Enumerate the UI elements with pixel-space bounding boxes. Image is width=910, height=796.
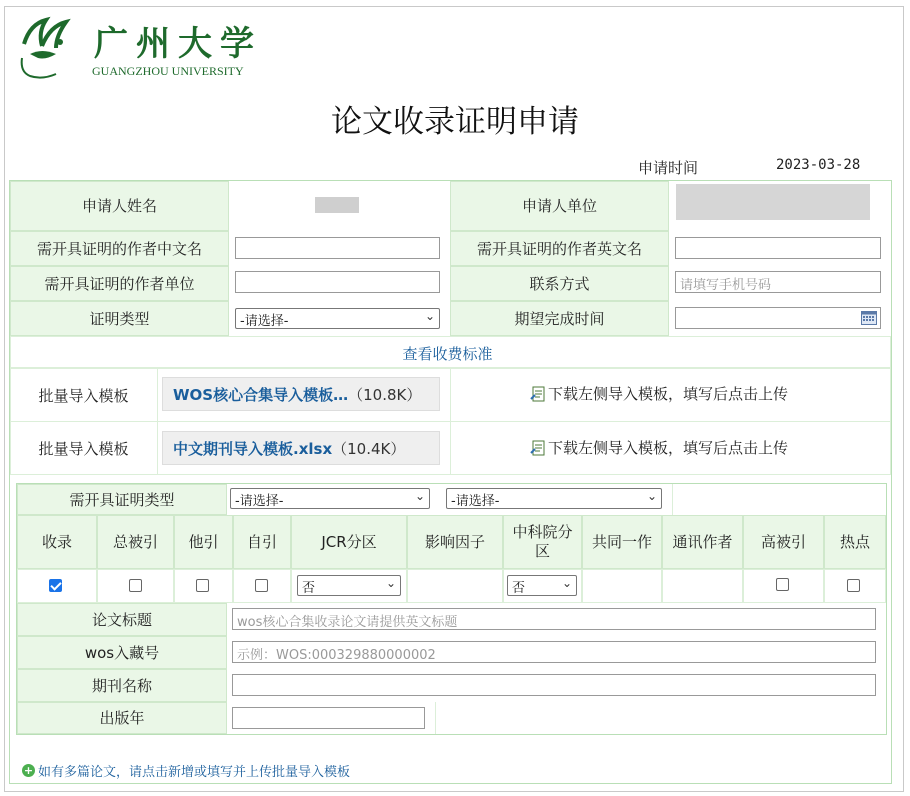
author-en-label: 需开具证明的作者英文名 bbox=[450, 231, 669, 266]
jcr-quartile-select-value: 否 bbox=[302, 581, 316, 596]
cas-zone-select-value: 否 bbox=[512, 581, 526, 596]
header-highly-cited: 高被引 bbox=[743, 515, 824, 569]
batch-template-chinese-name[interactable]: 中文期刊导入模板.xlsx bbox=[173, 439, 333, 458]
header-hot-paper: 热点 bbox=[824, 515, 886, 569]
contact-label: 联系方式 bbox=[450, 266, 669, 301]
header-corresponding-author: 通讯作者 bbox=[662, 515, 743, 569]
chevron-down-icon: ⌄ bbox=[561, 576, 572, 590]
author-unit-label: 需开具证明的作者单位 bbox=[10, 266, 229, 301]
cas-zone-select[interactable] bbox=[507, 575, 577, 596]
paper-cert-type-select-2-value: -请选择- bbox=[451, 494, 500, 509]
download-note-icon bbox=[530, 439, 548, 457]
batch-label-2: 批量导入模板 bbox=[10, 421, 158, 475]
header-total-citations: 总被引 bbox=[97, 515, 174, 569]
add-more-text[interactable]: 如有多篇论文，请点击新增或填写并上传批量导入模板 bbox=[38, 765, 351, 780]
header-other-citations: 他引 bbox=[174, 515, 233, 569]
chevron-down-icon: ⌄ bbox=[424, 309, 435, 323]
author-unit-input[interactable] bbox=[235, 271, 440, 293]
total-citations-checkbox[interactable] bbox=[129, 579, 142, 592]
logo-english-name: GUANGZHOU UNIVERSITY bbox=[92, 64, 244, 78]
page-title: 论文收录证明申请 bbox=[331, 104, 579, 140]
apply-time-label: 申请时间 bbox=[638, 159, 699, 177]
applicant-unit-label: 申请人单位 bbox=[450, 181, 669, 231]
hot-paper-checkbox[interactable] bbox=[847, 579, 860, 592]
journal-name-input[interactable] bbox=[232, 674, 876, 696]
wos-number-label: wos入藏号 bbox=[17, 636, 227, 669]
jcr-quartile-select[interactable] bbox=[297, 575, 401, 596]
paper-cert-type-label: 需开具证明类型 bbox=[17, 484, 227, 515]
cell-impact-factor bbox=[407, 569, 503, 603]
cert-type-select[interactable] bbox=[235, 308, 440, 329]
journal-name-label: 期刊名称 bbox=[17, 669, 227, 702]
university-logo bbox=[16, 14, 264, 80]
header-self-citations: 自引 bbox=[233, 515, 291, 569]
cert-type-select-value: -请选择- bbox=[240, 314, 289, 329]
applicant-name-label: 申请人姓名 bbox=[10, 181, 229, 231]
header-jcr-quartile: JCR分区 bbox=[291, 515, 407, 569]
indexed-checkbox[interactable] bbox=[49, 579, 62, 592]
batch-template-chinese[interactable] bbox=[162, 431, 440, 465]
batch-template-wos-name[interactable]: WOS核心合集导入模板… bbox=[173, 385, 349, 404]
batch-template-wos-size: （10.8K） bbox=[348, 385, 422, 404]
logo-chinese-name: 广州大学 bbox=[94, 24, 262, 64]
wos-number-input[interactable]: 示例：WOS:000329880000002 bbox=[232, 641, 876, 663]
author-cn-label: 需开具证明的作者中文名 bbox=[10, 231, 229, 266]
header-cas-zone: 中科院分区 bbox=[503, 515, 582, 569]
header-impact-factor: 影响因子 bbox=[407, 515, 503, 569]
batch-note-2 bbox=[530, 437, 788, 458]
contact-input[interactable]: 请填写手机号码 bbox=[675, 271, 881, 293]
apply-time-value: 2023-03-28 bbox=[776, 157, 861, 173]
header-indexed: 收录 bbox=[17, 515, 97, 569]
paper-title-label: 论文标题 bbox=[17, 603, 227, 636]
batch-note-2-text: 下载左侧导入模板，填写后点击上传 bbox=[548, 439, 789, 457]
paper-cert-type-select-2[interactable] bbox=[446, 488, 662, 509]
paper-cert-type-select-1[interactable] bbox=[230, 488, 430, 509]
highly-cited-checkbox[interactable] bbox=[776, 578, 789, 591]
self-citations-checkbox[interactable] bbox=[255, 579, 268, 592]
cell-co-first-author bbox=[582, 569, 662, 603]
chevron-down-icon: ⌄ bbox=[385, 576, 396, 590]
batch-template-wos[interactable] bbox=[162, 377, 440, 411]
publication-year-input[interactable] bbox=[232, 707, 425, 729]
header-co-first-author: 共同一作 bbox=[582, 515, 662, 569]
download-note-icon bbox=[530, 385, 548, 403]
add-circle-icon[interactable]: + bbox=[23, 764, 34, 777]
author-cn-input[interactable] bbox=[235, 237, 440, 259]
paper-cert-type-select-1-value: -请选择- bbox=[235, 494, 284, 509]
applicant-name-redacted bbox=[315, 197, 359, 213]
paper-title-input[interactable]: wos核心合集收录论文请提供英文标题 bbox=[232, 608, 876, 630]
expected-time-label: 期望完成时间 bbox=[450, 301, 669, 336]
batch-note-1 bbox=[530, 383, 788, 404]
applicant-unit-redacted bbox=[676, 184, 870, 220]
other-citations-checkbox[interactable] bbox=[196, 579, 209, 592]
university-emblem-icon bbox=[16, 14, 86, 80]
cell-corresponding-author bbox=[662, 569, 743, 603]
batch-note-1-text: 下载左侧导入模板，填写后点击上传 bbox=[548, 385, 789, 403]
batch-template-chinese-size: （10.4K） bbox=[332, 439, 406, 458]
expected-time-input[interactable] bbox=[675, 307, 881, 329]
fee-standard-link[interactable]: 查看收费标准 bbox=[402, 345, 493, 363]
publication-year-label: 出版年 bbox=[17, 702, 227, 734]
author-en-input[interactable] bbox=[675, 237, 881, 259]
add-more-link[interactable] bbox=[22, 761, 350, 780]
chevron-down-icon: ⌄ bbox=[646, 489, 657, 503]
chevron-down-icon: ⌄ bbox=[414, 489, 425, 503]
batch-label-1: 批量导入模板 bbox=[10, 368, 158, 422]
calendar-icon[interactable] bbox=[861, 310, 877, 325]
cert-type-label: 证明类型 bbox=[10, 301, 229, 336]
